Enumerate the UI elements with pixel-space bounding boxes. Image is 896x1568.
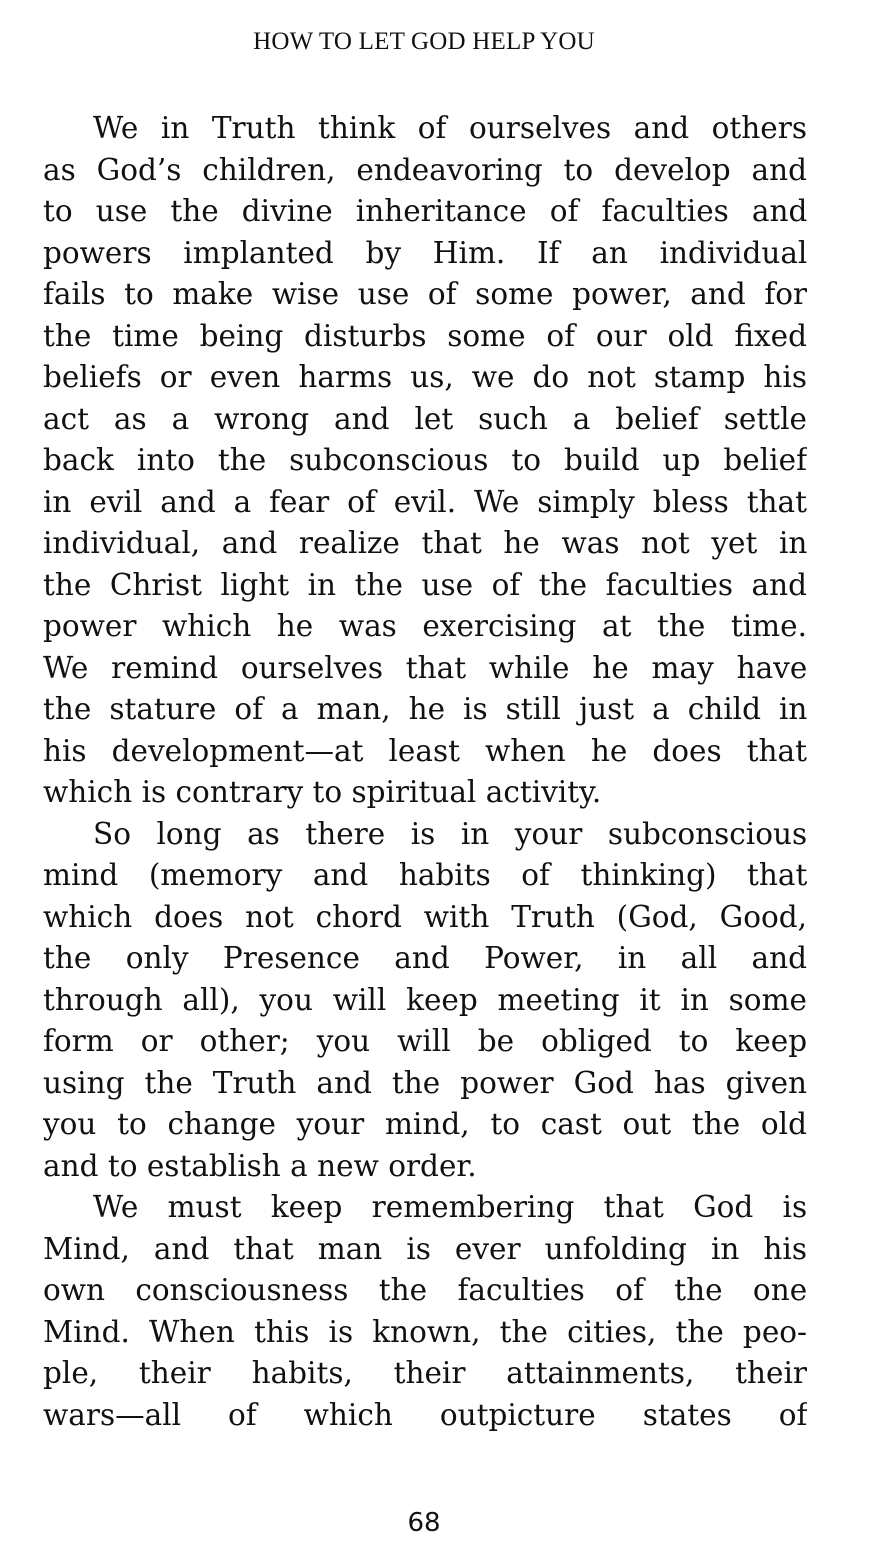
running-head: HOW TO LET GOD HELP YOU bbox=[253, 28, 595, 55]
text-line: Mind. When this is known, the cities, the peo- bbox=[43, 1314, 807, 1349]
text-line: So long as there is in your subconscious bbox=[93, 816, 807, 851]
text-line: We in Truth think of ourselves and others bbox=[93, 111, 807, 145]
paragraph-1 bbox=[43, 108, 807, 814]
text-line: individual, and realize that he was not yet in bbox=[43, 526, 807, 560]
text-line: to use the divine inheritance of faculties and bbox=[43, 194, 807, 228]
text-line: ple, their habits, their attainments, their bbox=[43, 1356, 807, 1390]
text-line: mind (memory and habits of thinking) that bbox=[43, 858, 807, 892]
paragraph-2 bbox=[43, 814, 807, 1188]
text-line: in evil and a fear of evil. We simply bless that bbox=[43, 484, 807, 519]
text-line: power which he was exercising at the time. bbox=[43, 609, 807, 643]
body-text bbox=[43, 108, 807, 1436]
text-line: Mind, and that man is ever unfolding in his bbox=[43, 1231, 807, 1266]
text-line: back into the subconscious to build up belief bbox=[43, 443, 807, 477]
text-line: form or other; you will be obliged to keep bbox=[43, 1024, 807, 1058]
text-line: which is contrary to spiritual activity. bbox=[43, 775, 602, 809]
paragraph-3 bbox=[43, 1187, 807, 1436]
text-line: We must keep remembering that God is bbox=[93, 1190, 807, 1224]
text-line: through all), you will keep meeting it in some bbox=[43, 982, 807, 1017]
text-line: powers implanted by Him. If an individual bbox=[43, 235, 807, 270]
text-line: the only Presence and Power, in all and bbox=[43, 941, 807, 975]
text-line: fails to make wise use of some power, and for bbox=[43, 277, 807, 311]
text-line: the stature of a man, he is still just a child in bbox=[43, 692, 807, 726]
text-line: We remind ourselves that while he may have bbox=[43, 650, 807, 685]
text-line: act as a wrong and let such a belief settle bbox=[43, 401, 807, 436]
text-line: the Christ light in the use of the faculties and bbox=[43, 567, 807, 602]
text-line: using the Truth and the power God has given bbox=[43, 1065, 807, 1100]
text-line: his development—at least when he does that bbox=[43, 733, 807, 768]
text-line: you to change your mind, to cast out the old bbox=[43, 1107, 807, 1141]
text-line: the time being disturbs some of our old fixed bbox=[43, 318, 807, 353]
text-line: own consciousness the faculties of the one bbox=[43, 1273, 807, 1307]
text-line: which does not chord with Truth (God, Good, bbox=[43, 899, 807, 934]
text-line: wars—all of which outpicture states of bbox=[43, 1397, 807, 1432]
page-number: 68 bbox=[407, 1508, 441, 1538]
text-line: beliefs or even harms us, we do not stamp his bbox=[43, 360, 807, 394]
text-line: and to establish a new order. bbox=[43, 1148, 477, 1183]
text-line: as God’s children, endeavoring to develop and bbox=[43, 152, 807, 187]
